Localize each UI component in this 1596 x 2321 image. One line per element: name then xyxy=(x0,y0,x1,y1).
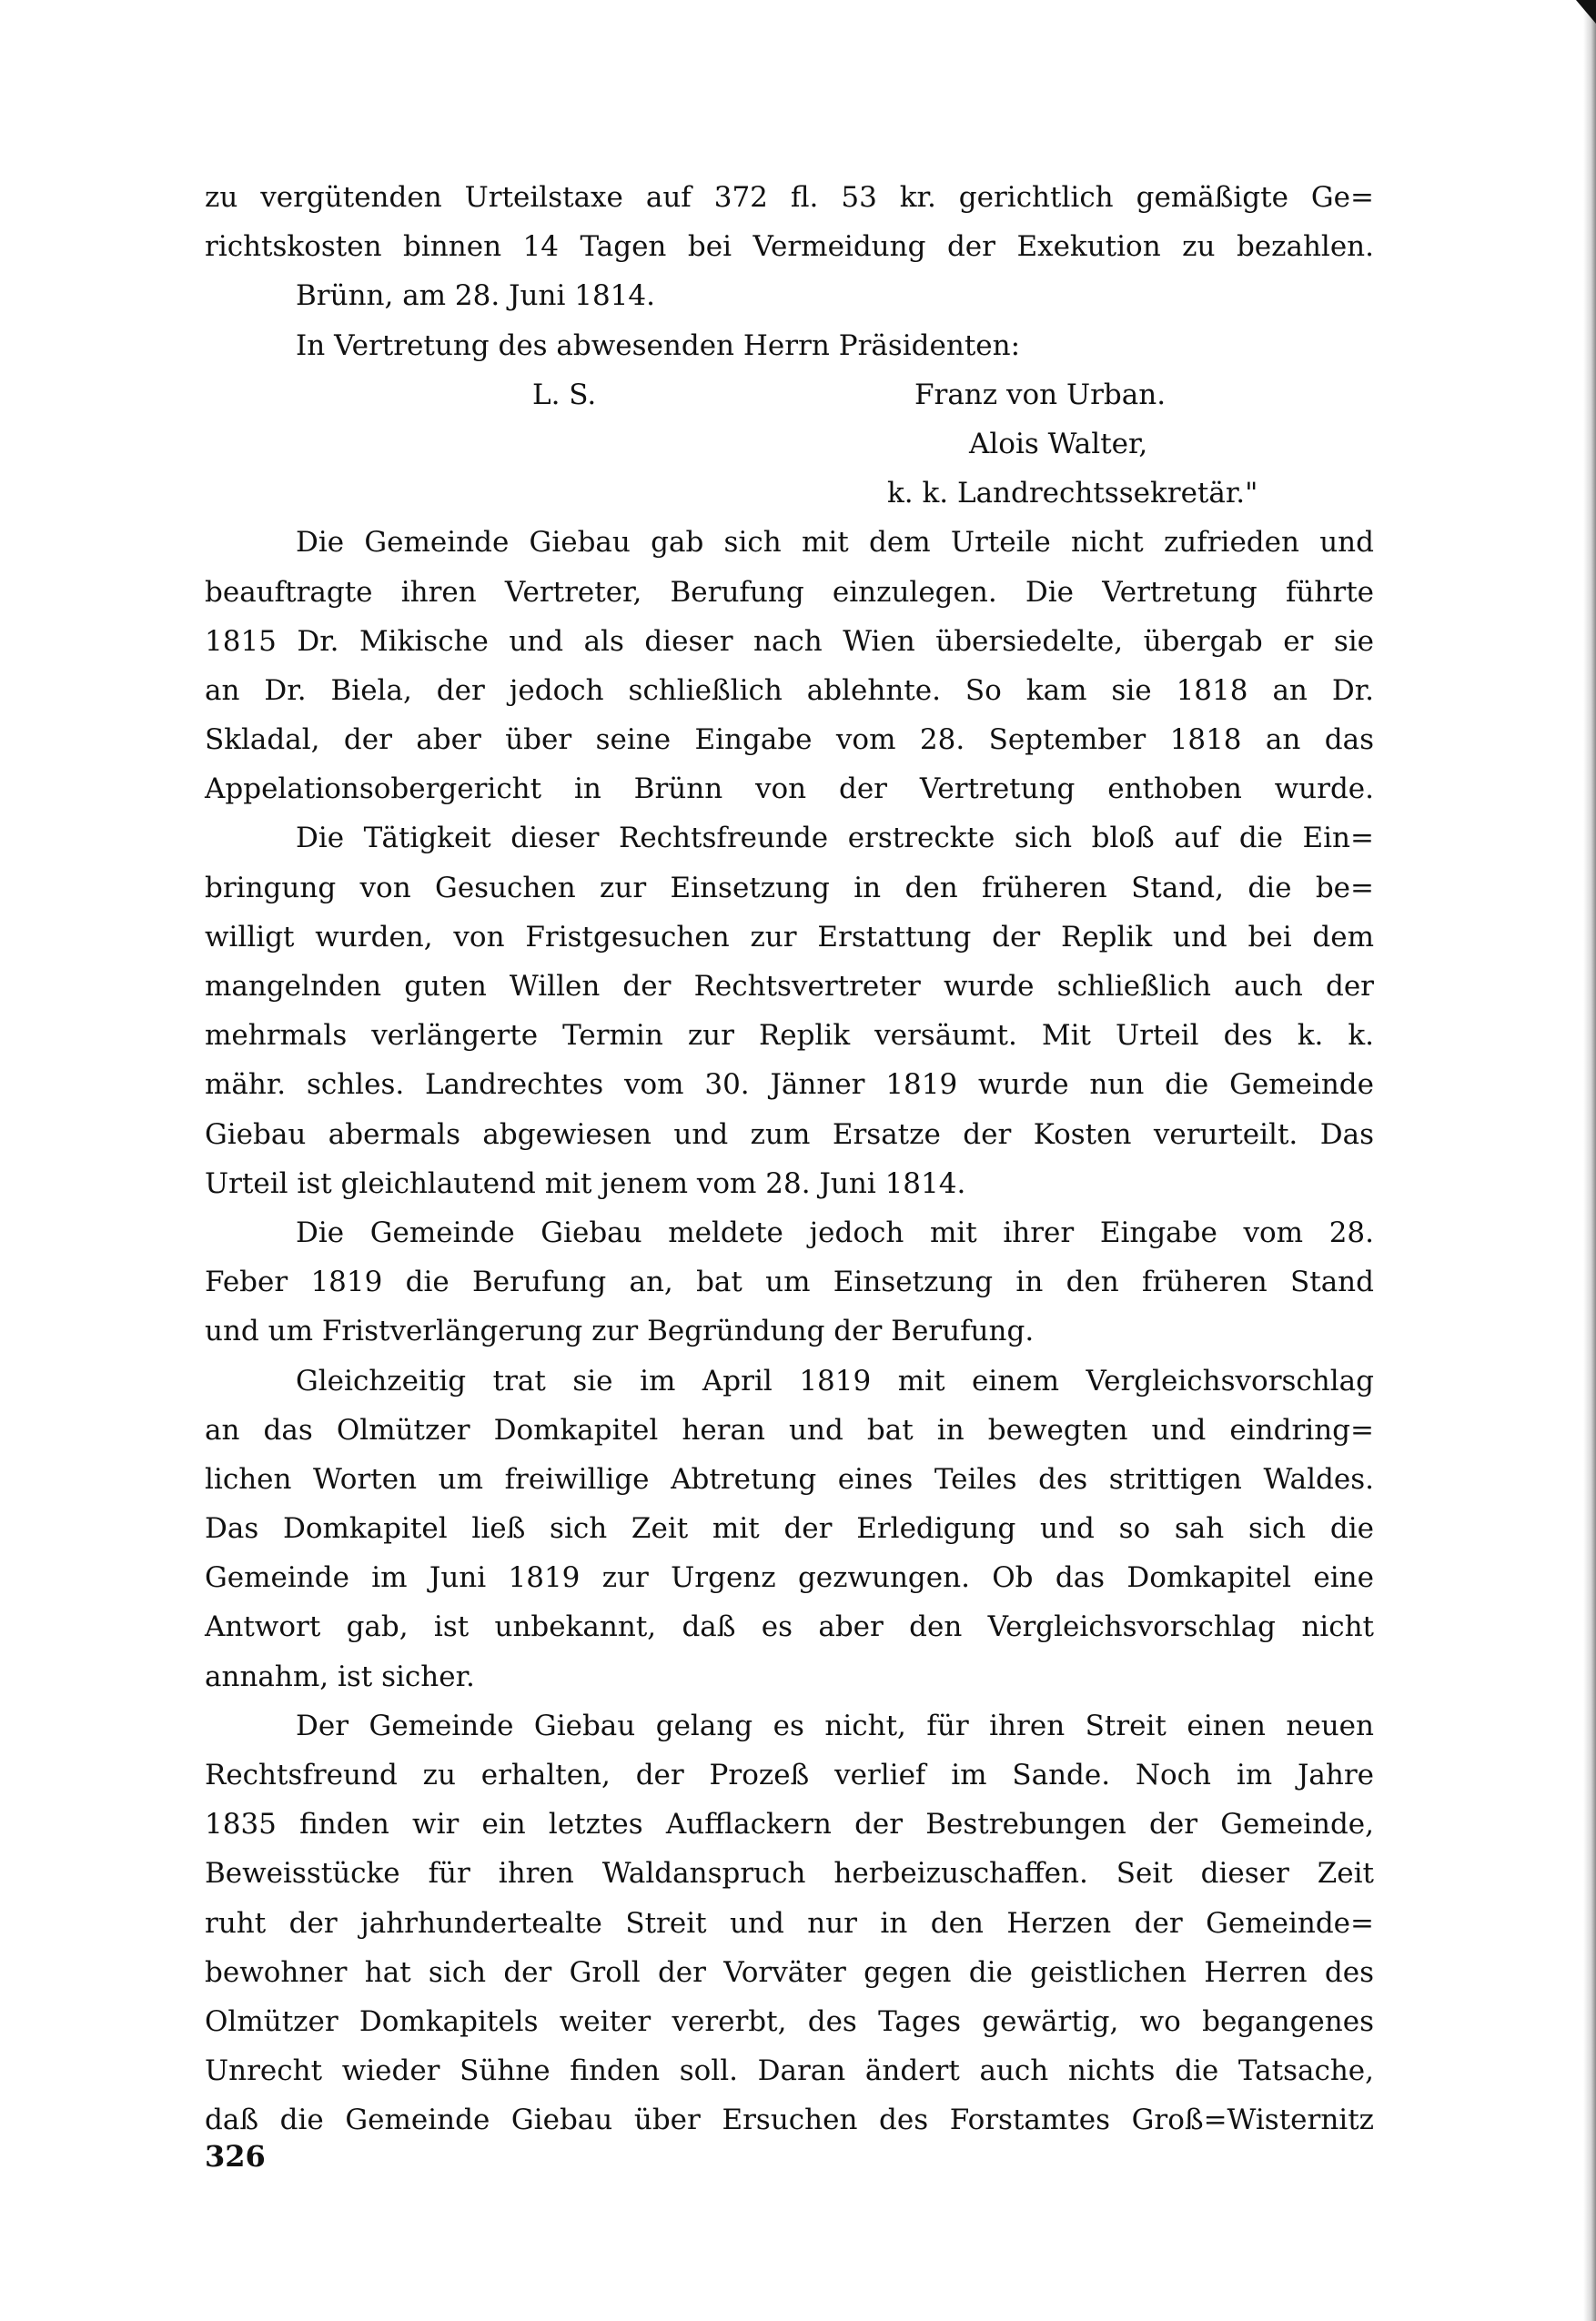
text-line: bewohner hat sich der Groll der Vorväter gegen die geistlichen Herren des xyxy=(205,1955,1374,1989)
text-line: Die Gemeinde Giebau gab sich mit dem Urteile nicht zufrieden und xyxy=(296,526,1374,560)
text-line: mehrmals verlängerte Termin zur Replik versäumt. Mit Urteil des k. k. xyxy=(205,1019,1374,1053)
text-line: Beweisstücke für ihren Waldanspruch herbeizuschaffen. Seit dieser Zeit xyxy=(205,1857,1374,1891)
text-line: Rechtsfreund zu erhalten, der Prozeß verlief im Sande. Noch im Jahre xyxy=(205,1759,1374,1791)
text-line: beauftragte ihren Vertreter, Berufung einzulegen. Die Vertretung führte xyxy=(205,575,1374,609)
text-line: daß die Gemeinde Giebau über Ersuchen des Forstamtes Groß=Wisternitz xyxy=(205,2104,1374,2137)
date-line: Brünn, am 28. Juni 1814. xyxy=(296,279,655,313)
page-edge-shadow xyxy=(1583,0,1596,2321)
text-line: Urteil ist gleichlautend mit jenem vom 28. Juni 1814. xyxy=(205,1166,966,1200)
seal-label: L. S. xyxy=(532,378,597,411)
text-line: und um Fristverlängerung zur Begründung der Berufung. xyxy=(205,1315,1035,1348)
text-line: Das Domkapitel ließ sich Zeit mit der Erledigung und so sah sich die xyxy=(205,1512,1374,1546)
text-line: Giebau abermals abgewiesen und zum Ersatze der Kosten verurteilt. Das xyxy=(205,1117,1374,1151)
text-line: Unrecht wieder Sühne finden soll. Daran ändert auch nichts die Tatsache, xyxy=(205,2054,1374,2088)
text-line: 1815 Dr. Mikische und als dieser nach Wien übersiedelte, übergab er sie xyxy=(205,624,1374,658)
text-line: Olmützer Domkapitels weiter vererbt, des Tages gewärtig, wo begangenes xyxy=(205,2004,1374,2038)
corner-mark xyxy=(1576,0,1596,24)
signer-second: Alois Walter, xyxy=(969,427,1148,460)
text-line: Gemeinde im Juni 1819 zur Urgenz gezwungen. Ob das Domkapitel eine xyxy=(205,1561,1374,1595)
signer-name: Franz von Urban. xyxy=(914,378,1167,411)
text-line: richtskosten binnen 14 Tagen bei Vermeidung der Exekution zu bezahlen. xyxy=(205,230,1374,264)
text-line: an Dr. Biela, der jedoch schließlich ablehnte. So kam sie 1818 an Dr. xyxy=(205,673,1374,707)
text-line: willigt wurden, von Fristgesuchen zur Erstattung der Replik und bei dem xyxy=(205,920,1374,954)
text-line: ruht der jahrhundertealte Streit und nur in den Herzen der Gemeinde= xyxy=(205,1906,1374,1940)
representation-line: In Vertretung des abwesenden Herrn Präsidenten: xyxy=(296,328,1021,362)
text-line: mangelnden guten Willen der Rechtsvertreter wurde schließlich auch der xyxy=(205,970,1374,1003)
text-line: Die Gemeinde Giebau meldete jedoch mit ihrer Eingabe vom 28. xyxy=(296,1216,1374,1249)
text-line: Gleichzeitig trat sie im April 1819 mit einem Vergleichsvorschlag xyxy=(296,1364,1374,1398)
text-line: annahm, ist sicher. xyxy=(205,1660,475,1693)
text-line: mähr. schles. Landrechtes vom 30. Jänner 1819 wurde nun die Gemeinde xyxy=(205,1068,1374,1102)
text-line: lichen Worten um freiwillige Abtretung eines Teiles des strittigen Waldes. xyxy=(205,1462,1374,1496)
text-line: 1835 finden wir ein letztes Aufflackern der Bestrebungen der Gemeinde, xyxy=(205,1808,1374,1842)
seal-signature-line xyxy=(205,370,1374,419)
text-line: an das Olmützer Domkapitel heran und bat in bewegten und eindring= xyxy=(205,1413,1374,1447)
text-line: Antwort gab, ist unbekannt, daß es aber den Vergleichsvorschlag nicht xyxy=(205,1610,1374,1644)
signer-title: k. k. Landrechtssekretär." xyxy=(887,477,1258,510)
text-line: bringung von Gesuchen zur Einsetzung in den früheren Stand, die be= xyxy=(205,871,1374,904)
text-line: Appelationsobergericht in Brünn von der Vertretung enthoben wurde. xyxy=(205,772,1374,806)
page-number: 326 xyxy=(205,2139,266,2174)
text-line: Skladal, der aber über seine Eingabe vom 28. September 1818 an das xyxy=(205,723,1374,757)
text-line: Der Gemeinde Giebau gelang es nicht, für ihren Streit einen neuen xyxy=(296,1709,1374,1742)
text-line: zu vergütenden Urteilstaxe auf 372 fl. 53 kr. gerichtlich gemäßigte Ge= xyxy=(205,181,1374,214)
page-body xyxy=(205,173,1374,2145)
text-line: Die Tätigkeit dieser Rechtsfreunde erstreckte sich bloß auf die Ein= xyxy=(296,822,1374,855)
text-line: Feber 1819 die Berufung an, bat um Einsetzung in den früheren Stand xyxy=(205,1266,1374,1299)
